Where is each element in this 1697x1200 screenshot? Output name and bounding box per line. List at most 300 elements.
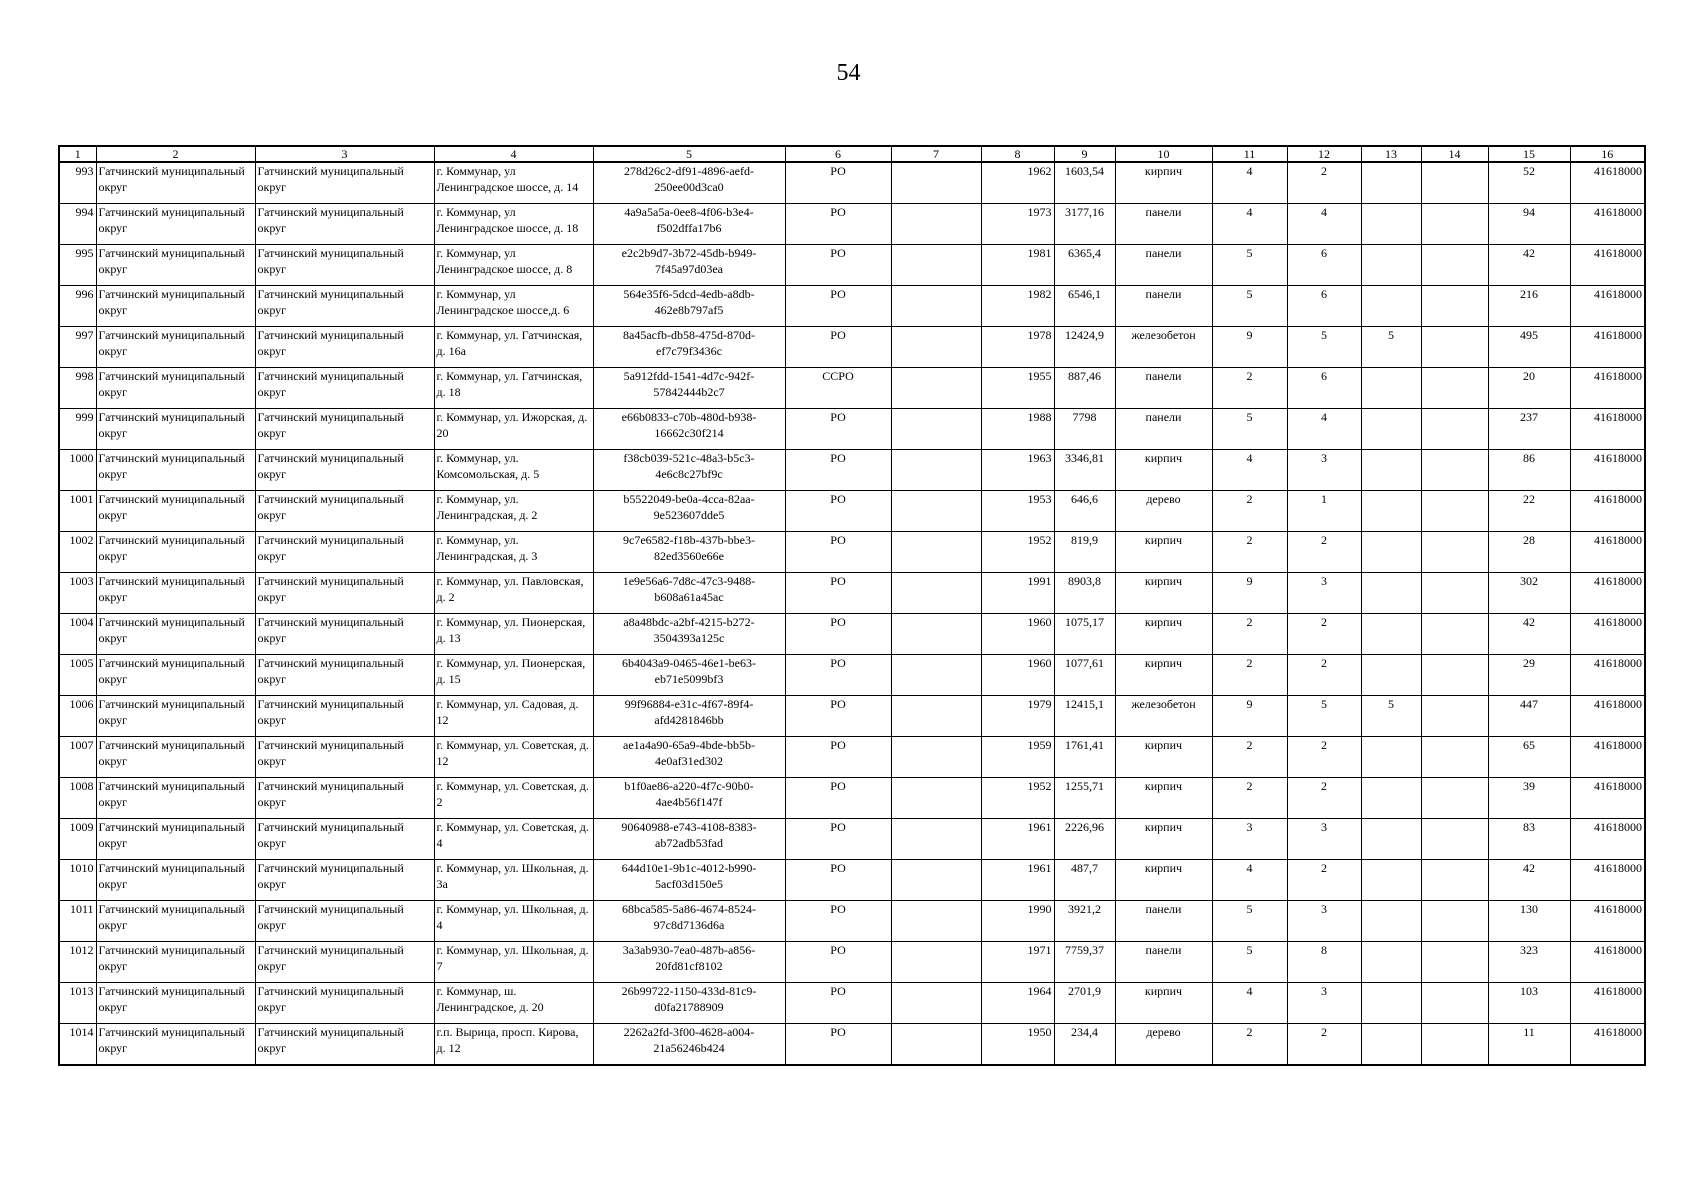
table-cell-col-4: г. Коммунар, ул. Комсомольская, д. 5 [434,450,593,491]
table-cell-col-5: a8a48bdc-a2bf-4215-b272-3504393a125c [593,614,785,655]
table-cell-col-14 [1421,286,1488,327]
table-cell-col-10: кирпич [1115,819,1212,860]
table-cell-col-10: дерево [1115,491,1212,532]
table-cell-col-15: 237 [1488,409,1570,450]
table-cell-col-15: 216 [1488,286,1570,327]
table-cell-col-6: РО [785,860,891,901]
table-cell-col-15: 11 [1488,1024,1570,1066]
table-cell-col-1: 1003 [59,573,96,614]
table-cell-col-1: 1001 [59,491,96,532]
table-cell-col-4: г. Коммунар, ул Ленинградское шоссе, д. 14 [434,162,593,204]
table-cell-col-3: Гатчинский муниципальный округ [255,655,434,696]
table-cell-col-7 [891,696,981,737]
table-cell-col-9: 646,6 [1054,491,1115,532]
table-cell-col-11: 5 [1212,942,1287,983]
column-header-5: 5 [593,146,785,162]
table-cell-col-9: 2701,9 [1054,983,1115,1024]
table-cell-col-2: Гатчинский муниципальный округ [96,409,255,450]
table-cell-col-16: 41618000 [1570,778,1645,819]
table-cell-col-14 [1421,532,1488,573]
table-row [59,245,1645,286]
table-cell-col-3: Гатчинский муниципальный округ [255,573,434,614]
table-cell-col-6: РО [785,409,891,450]
table-cell-col-13 [1361,491,1421,532]
table-cell-col-16: 41618000 [1570,245,1645,286]
table-cell-col-1: 996 [59,286,96,327]
table-cell-col-5: 9c7e6582-f18b-437b-bbe3-82ed3560e66e [593,532,785,573]
table-cell-col-5: 99f96884-e31c-4f67-89f4-afd4281846bb [593,696,785,737]
table-cell-col-16: 41618000 [1570,819,1645,860]
table-cell-col-7 [891,737,981,778]
table-cell-col-15: 42 [1488,614,1570,655]
table-cell-col-3: Гатчинский муниципальный округ [255,860,434,901]
table-cell-col-8: 1982 [981,286,1054,327]
table-cell-col-7 [891,450,981,491]
table-cell-col-4: г. Коммунар, ул. Советская, д. 2 [434,778,593,819]
table-cell-col-1: 1002 [59,532,96,573]
table-row [59,778,1645,819]
table-cell-col-6: РО [785,778,891,819]
table-cell-col-13 [1361,573,1421,614]
table-cell-col-3: Гатчинский муниципальный округ [255,819,434,860]
table-cell-col-1: 1004 [59,614,96,655]
table-cell-col-2: Гатчинский муниципальный округ [96,819,255,860]
table-cell-col-2: Гатчинский муниципальный округ [96,286,255,327]
table-cell-col-15: 103 [1488,983,1570,1024]
table-row [59,368,1645,409]
table-cell-col-7 [891,901,981,942]
table-cell-col-11: 2 [1212,655,1287,696]
table-row [59,286,1645,327]
table-cell-col-9: 6546,1 [1054,286,1115,327]
table-cell-col-5: 8a45acfb-db58-475d-870d-ef7c79f3436c [593,327,785,368]
table-cell-col-6: РО [785,819,891,860]
table-cell-col-12: 4 [1287,204,1361,245]
table-cell-col-14 [1421,983,1488,1024]
table-cell-col-16: 41618000 [1570,696,1645,737]
table-row [59,614,1645,655]
table-cell-col-14 [1421,450,1488,491]
table-row [59,204,1645,245]
table-cell-col-13 [1361,655,1421,696]
column-header-1: 1 [59,146,96,162]
table-cell-col-15: 22 [1488,491,1570,532]
table-cell-col-2: Гатчинский муниципальный округ [96,327,255,368]
table-cell-col-1: 1011 [59,901,96,942]
table-cell-col-4: г. Коммунар, ул. Ижорская, д. 20 [434,409,593,450]
table-cell-col-15: 42 [1488,860,1570,901]
column-header-3: 3 [255,146,434,162]
table-cell-col-15: 42 [1488,245,1570,286]
table-cell-col-1: 1005 [59,655,96,696]
table-cell-col-15: 130 [1488,901,1570,942]
table-cell-col-2: Гатчинский муниципальный округ [96,491,255,532]
table-row [59,409,1645,450]
table-cell-col-12: 2 [1287,162,1361,204]
table-cell-col-12: 5 [1287,327,1361,368]
column-header-14: 14 [1421,146,1488,162]
table-cell-col-13: 5 [1361,696,1421,737]
table-cell-col-13 [1361,901,1421,942]
table-cell-col-13 [1361,368,1421,409]
table-cell-col-10: дерево [1115,1024,1212,1066]
table-cell-col-16: 41618000 [1570,737,1645,778]
table-cell-col-1: 1010 [59,860,96,901]
table-cell-col-15: 52 [1488,162,1570,204]
table-cell-col-12: 3 [1287,983,1361,1024]
table-cell-col-3: Гатчинский муниципальный округ [255,204,434,245]
table-cell-col-9: 7798 [1054,409,1115,450]
table-cell-col-9: 234,4 [1054,1024,1115,1066]
table-cell-col-1: 1006 [59,696,96,737]
table-body [59,162,1645,1065]
table-cell-col-14 [1421,737,1488,778]
table-cell-col-8: 1961 [981,819,1054,860]
table-cell-col-4: г. Коммунар, ул Ленинградское шоссе, д. 18 [434,204,593,245]
table-cell-col-15: 39 [1488,778,1570,819]
table-cell-col-13 [1361,778,1421,819]
table-cell-col-15: 83 [1488,819,1570,860]
table-cell-col-14 [1421,614,1488,655]
table-cell-col-10: кирпич [1115,778,1212,819]
table-cell-col-4: г. Коммунар, ул. Пионерская, д. 15 [434,655,593,696]
table-cell-col-13 [1361,204,1421,245]
column-header-6: 6 [785,146,891,162]
table-cell-col-1: 1012 [59,942,96,983]
table-cell-col-15: 65 [1488,737,1570,778]
table-cell-col-16: 41618000 [1570,901,1645,942]
table-cell-col-6: РО [785,327,891,368]
table-cell-col-12: 3 [1287,819,1361,860]
table-cell-col-15: 86 [1488,450,1570,491]
table-cell-col-8: 1981 [981,245,1054,286]
table-row [59,860,1645,901]
table-cell-col-6: РО [785,491,891,532]
table-cell-col-3: Гатчинский муниципальный округ [255,286,434,327]
table-cell-col-2: Гатчинский муниципальный округ [96,983,255,1024]
table-cell-col-1: 999 [59,409,96,450]
table-cell-col-7 [891,860,981,901]
table-cell-col-12: 5 [1287,696,1361,737]
table-cell-col-9: 1761,41 [1054,737,1115,778]
table-cell-col-2: Гатчинский муниципальный округ [96,450,255,491]
table-cell-col-8: 1963 [981,450,1054,491]
table-cell-col-1: 995 [59,245,96,286]
table-cell-col-3: Гатчинский муниципальный округ [255,162,434,204]
table-cell-col-13 [1361,162,1421,204]
table-cell-col-14 [1421,162,1488,204]
column-header-4: 4 [434,146,593,162]
column-header-8: 8 [981,146,1054,162]
table-cell-col-5: 644d10e1-9b1c-4012-b990-5acf03d150e5 [593,860,785,901]
table-cell-col-6: РО [785,901,891,942]
table-cell-col-4: г. Коммунар, ул. Павловская, д. 2 [434,573,593,614]
table-cell-col-11: 5 [1212,901,1287,942]
table-cell-col-10: панели [1115,286,1212,327]
table-cell-col-10: панели [1115,409,1212,450]
table-cell-col-14 [1421,778,1488,819]
table-cell-col-11: 2 [1212,737,1287,778]
table-cell-col-12: 2 [1287,532,1361,573]
table-row [59,162,1645,204]
table-cell-col-10: панели [1115,901,1212,942]
table-cell-col-10: кирпич [1115,450,1212,491]
table-cell-col-10: кирпич [1115,162,1212,204]
table-cell-col-2: Гатчинский муниципальный округ [96,368,255,409]
table-cell-col-6: РО [785,286,891,327]
table-cell-col-8: 1964 [981,983,1054,1024]
table-cell-col-7 [891,942,981,983]
table-cell-col-11: 4 [1212,162,1287,204]
column-header-12: 12 [1287,146,1361,162]
table-cell-col-15: 323 [1488,942,1570,983]
table-cell-col-10: кирпич [1115,860,1212,901]
table-cell-col-6: РО [785,450,891,491]
table-cell-col-2: Гатчинский муниципальный округ [96,860,255,901]
table-cell-col-7 [891,327,981,368]
table-cell-col-3: Гатчинский муниципальный округ [255,942,434,983]
table-cell-col-15: 20 [1488,368,1570,409]
table-cell-col-9: 819,9 [1054,532,1115,573]
table-cell-col-13 [1361,737,1421,778]
table-cell-col-6: РО [785,696,891,737]
table-cell-col-9: 3177,16 [1054,204,1115,245]
table-cell-col-6: РО [785,983,891,1024]
table-cell-col-10: кирпич [1115,532,1212,573]
table-cell-col-4: г. Коммунар, ул. Школьная, д. 3а [434,860,593,901]
table-cell-col-8: 1952 [981,532,1054,573]
table-cell-col-7 [891,409,981,450]
table-cell-col-1: 1014 [59,1024,96,1066]
table-cell-col-11: 4 [1212,204,1287,245]
table-cell-col-13: 5 [1361,327,1421,368]
table-cell-col-2: Гатчинский муниципальный округ [96,696,255,737]
table-cell-col-13 [1361,409,1421,450]
table-cell-col-16: 41618000 [1570,162,1645,204]
table-cell-col-12: 2 [1287,778,1361,819]
table-cell-col-8: 1962 [981,162,1054,204]
table-cell-col-12: 1 [1287,491,1361,532]
table-cell-col-1: 997 [59,327,96,368]
table-cell-col-1: 1000 [59,450,96,491]
table-cell-col-12: 2 [1287,860,1361,901]
table-cell-col-13 [1361,450,1421,491]
table-cell-col-12: 6 [1287,245,1361,286]
table-cell-col-13 [1361,614,1421,655]
table-cell-col-14 [1421,819,1488,860]
table-cell-col-2: Гатчинский муниципальный округ [96,204,255,245]
table-cell-col-6: РО [785,655,891,696]
table-cell-col-11: 9 [1212,327,1287,368]
table-cell-col-11: 2 [1212,532,1287,573]
table-cell-col-14 [1421,573,1488,614]
table-cell-col-16: 41618000 [1570,450,1645,491]
table-cell-col-13 [1361,860,1421,901]
table-row [59,983,1645,1024]
table-cell-col-5: e66b0833-c70b-480d-b938-16662c30f214 [593,409,785,450]
table-cell-col-7 [891,573,981,614]
table-cell-col-3: Гатчинский муниципальный округ [255,532,434,573]
table-cell-col-4: г. Коммунар, ул Ленинградское шоссе,д. 6 [434,286,593,327]
table-cell-col-6: ССРО [785,368,891,409]
table-cell-col-16: 41618000 [1570,573,1645,614]
table-cell-col-11: 9 [1212,573,1287,614]
table-cell-col-11: 4 [1212,983,1287,1024]
table-cell-col-12: 6 [1287,368,1361,409]
table-cell-col-7 [891,778,981,819]
table-row [59,491,1645,532]
table-cell-col-12: 2 [1287,1024,1361,1066]
table-cell-col-8: 1952 [981,778,1054,819]
table-cell-col-11: 2 [1212,614,1287,655]
table-cell-col-2: Гатчинский муниципальный округ [96,1024,255,1066]
table-row [59,532,1645,573]
table-cell-col-7 [891,983,981,1024]
table-cell-col-9: 3921,2 [1054,901,1115,942]
table-cell-col-6: РО [785,162,891,204]
table-row [59,942,1645,983]
table-row [59,573,1645,614]
table-cell-col-13 [1361,245,1421,286]
table-cell-col-8: 1960 [981,614,1054,655]
table-cell-col-9: 2226,96 [1054,819,1115,860]
table-cell-col-5: 6b4043a9-0465-46e1-be63-eb71e5099bf3 [593,655,785,696]
table-cell-col-7 [891,819,981,860]
table-cell-col-16: 41618000 [1570,860,1645,901]
table-cell-col-8: 1979 [981,696,1054,737]
table-cell-col-2: Гатчинский муниципальный округ [96,737,255,778]
table-cell-col-10: кирпич [1115,737,1212,778]
table-header [59,146,1645,162]
table-cell-col-11: 2 [1212,1024,1287,1066]
table-cell-col-7 [891,491,981,532]
column-header-11: 11 [1212,146,1287,162]
table-cell-col-7 [891,162,981,204]
table-cell-col-4: г. Коммунар, ул. Садовая, д. 12 [434,696,593,737]
table-cell-col-9: 487,7 [1054,860,1115,901]
table-cell-col-3: Гатчинский муниципальный округ [255,1024,434,1066]
table-cell-col-5: 90640988-e743-4108-8383-ab72adb53fad [593,819,785,860]
table-cell-col-3: Гатчинский муниципальный округ [255,983,434,1024]
table-cell-col-4: г. Коммунар, ш. Ленинградское, д. 20 [434,983,593,1024]
table-row [59,655,1645,696]
table-cell-col-3: Гатчинский муниципальный округ [255,778,434,819]
table-cell-col-8: 1950 [981,1024,1054,1066]
table-cell-col-14 [1421,696,1488,737]
table-cell-col-14 [1421,245,1488,286]
table-cell-col-15: 94 [1488,204,1570,245]
table-cell-col-2: Гатчинский муниципальный округ [96,162,255,204]
table-cell-col-9: 12415,1 [1054,696,1115,737]
table-cell-col-12: 6 [1287,286,1361,327]
column-header-9: 9 [1054,146,1115,162]
table-cell-col-5: 564e35f6-5dcd-4edb-a8db-462e8b797af5 [593,286,785,327]
table-cell-col-8: 1955 [981,368,1054,409]
table-cell-col-7 [891,368,981,409]
table-cell-col-16: 41618000 [1570,204,1645,245]
table-cell-col-8: 1971 [981,942,1054,983]
table-cell-col-8: 1960 [981,655,1054,696]
table-cell-col-13 [1361,1024,1421,1066]
column-header-7: 7 [891,146,981,162]
table-cell-col-7 [891,614,981,655]
table-cell-col-1: 1008 [59,778,96,819]
table-cell-col-4: г. Коммунар, ул. Советская, д. 12 [434,737,593,778]
table-cell-col-12: 3 [1287,573,1361,614]
table-cell-col-13 [1361,532,1421,573]
table-cell-col-16: 41618000 [1570,655,1645,696]
table-cell-col-9: 1603,54 [1054,162,1115,204]
table-cell-col-2: Гатчинский муниципальный округ [96,573,255,614]
table-cell-col-2: Гатчинский муниципальный округ [96,245,255,286]
table-cell-col-2: Гатчинский муниципальный округ [96,778,255,819]
table-cell-col-6: РО [785,614,891,655]
table-cell-col-3: Гатчинский муниципальный округ [255,409,434,450]
table-cell-col-4: г. Коммунар, ул. Гатчинская, д. 18 [434,368,593,409]
table-cell-col-14 [1421,655,1488,696]
table-cell-col-16: 41618000 [1570,491,1645,532]
table-cell-col-15: 302 [1488,573,1570,614]
table-cell-col-1: 993 [59,162,96,204]
column-header-15: 15 [1488,146,1570,162]
table-cell-col-12: 2 [1287,655,1361,696]
table-cell-col-16: 41618000 [1570,1024,1645,1066]
table-cell-col-6: РО [785,942,891,983]
table-row [59,737,1645,778]
table-cell-col-15: 29 [1488,655,1570,696]
page-number: 54 [836,60,861,86]
table-cell-col-9: 8903,8 [1054,573,1115,614]
table-cell-col-5: 26b99722-1150-433d-81c9-d0fa21788909 [593,983,785,1024]
table-cell-col-9: 6365,4 [1054,245,1115,286]
table-cell-col-9: 1255,71 [1054,778,1115,819]
table-row [59,1024,1645,1066]
table-cell-col-16: 41618000 [1570,327,1645,368]
table-cell-col-14 [1421,204,1488,245]
table-cell-col-12: 3 [1287,901,1361,942]
table-cell-col-9: 7759,37 [1054,942,1115,983]
table-cell-col-3: Гатчинский муниципальный округ [255,245,434,286]
table-cell-col-3: Гатчинский муниципальный округ [255,368,434,409]
table-cell-col-7 [891,532,981,573]
table-cell-col-12: 8 [1287,942,1361,983]
table-cell-col-5: 3a3ab930-7ea0-487b-a856-20fd81cf8102 [593,942,785,983]
table-cell-col-13 [1361,819,1421,860]
table-cell-col-5: 278d26c2-df91-4896-aefd-250ee00d3ca0 [593,162,785,204]
table-cell-col-10: панели [1115,245,1212,286]
column-header-16: 16 [1570,146,1645,162]
table-cell-col-5: 4a9a5a5a-0ee8-4f06-b3e4-f502dffa17b6 [593,204,785,245]
table-cell-col-4: г. Коммунар, ул. Школьная, д. 4 [434,901,593,942]
table-cell-col-8: 1988 [981,409,1054,450]
table-cell-col-4: г. Коммунар, ул. Ленинградская, д. 2 [434,491,593,532]
column-header-10: 10 [1115,146,1212,162]
housing-registry-table [58,145,1646,1066]
table-cell-col-5: f38cb039-521c-48a3-b5c3-4e6c8c27bf9c [593,450,785,491]
table-cell-col-14 [1421,327,1488,368]
table-cell-col-6: РО [785,245,891,286]
table-cell-col-10: кирпич [1115,983,1212,1024]
table-cell-col-12: 2 [1287,737,1361,778]
table-cell-col-3: Гатчинский муниципальный округ [255,901,434,942]
table-cell-col-2: Гатчинский муниципальный округ [96,655,255,696]
table-cell-col-2: Гатчинский муниципальный округ [96,901,255,942]
table-cell-col-14 [1421,1024,1488,1066]
table-cell-col-5: b1f0ae86-a220-4f7c-90b0-4ae4b56f147f [593,778,785,819]
table-cell-col-10: кирпич [1115,573,1212,614]
table-cell-col-9: 1075,17 [1054,614,1115,655]
table-cell-col-12: 3 [1287,450,1361,491]
